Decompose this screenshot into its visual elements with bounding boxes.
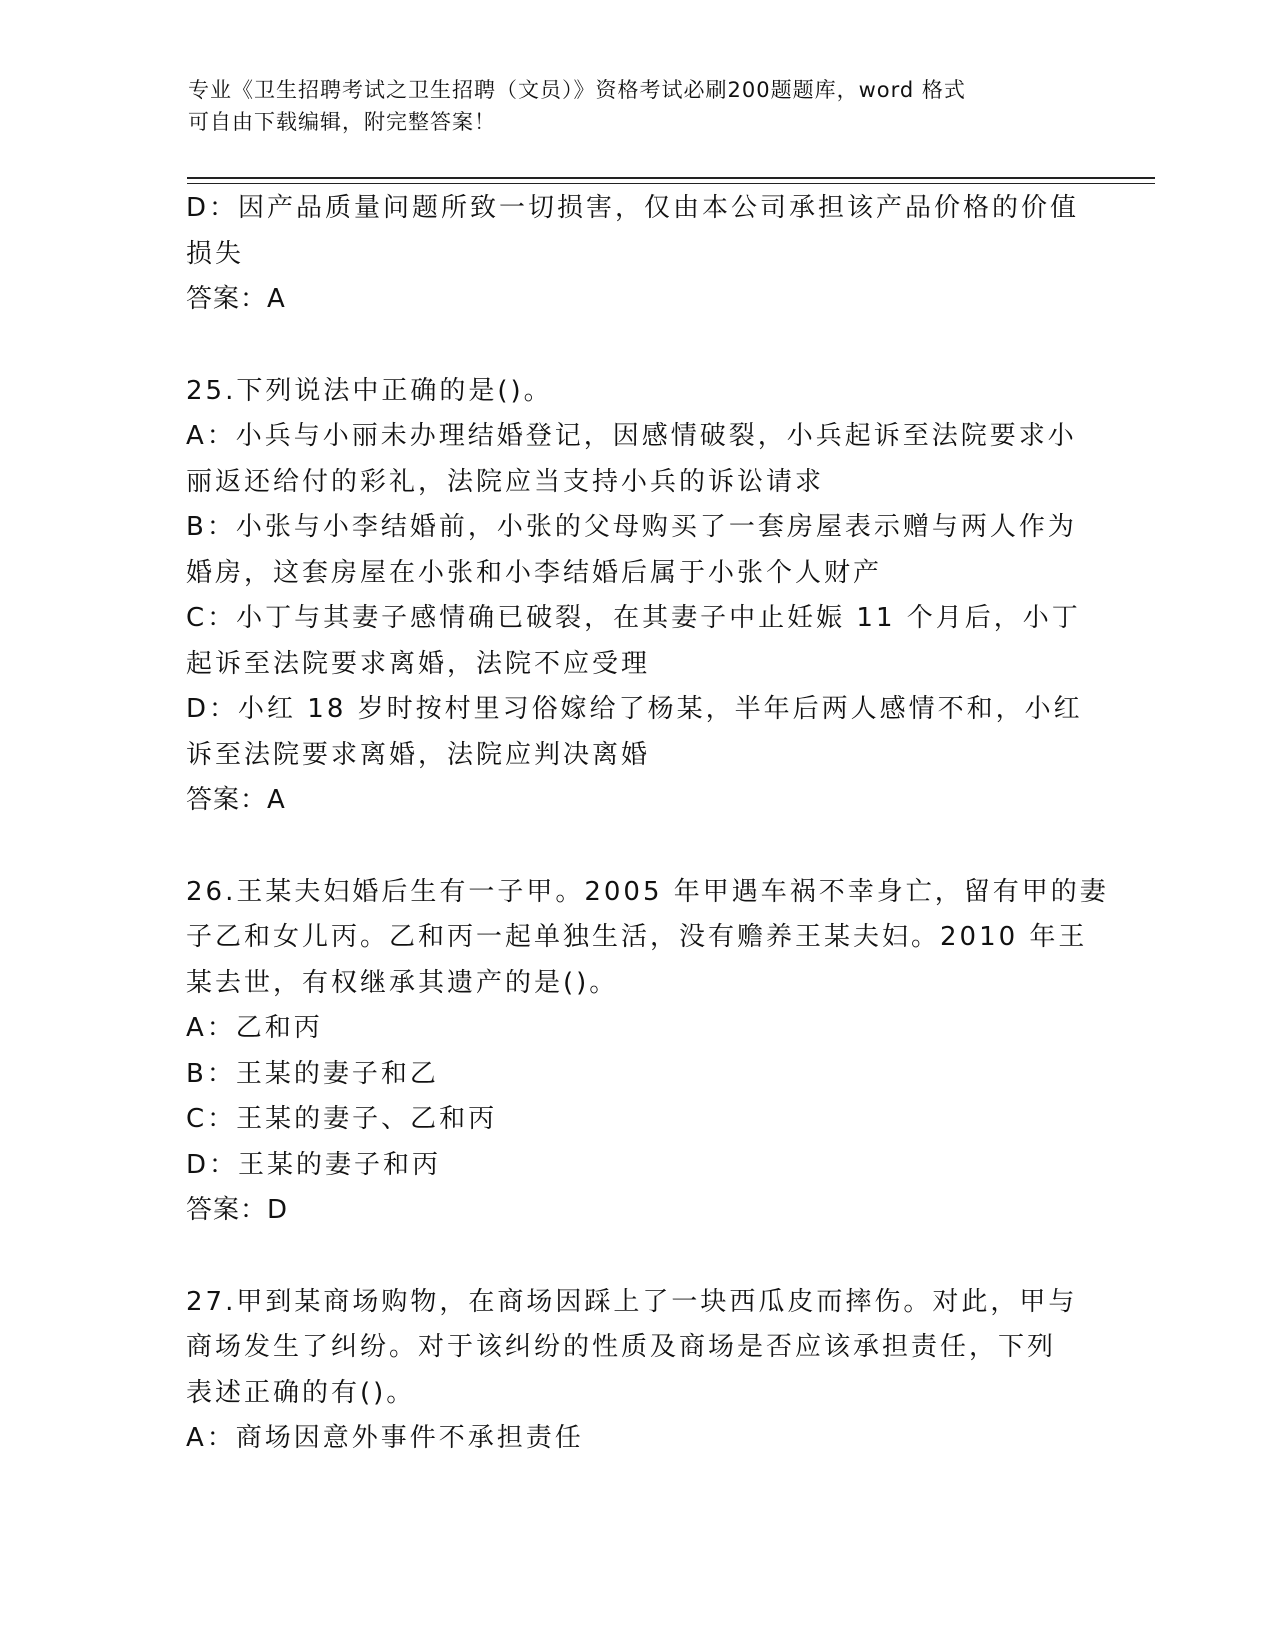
q27-option-a: A：商场因意外事件不承担责任 xyxy=(186,1423,584,1453)
header-divider-thin xyxy=(187,183,1155,184)
q26-stem-line3: 某去世，有权继承其遗产的是()。 xyxy=(186,967,619,998)
q25-option-a-line2: 丽返还给付的彩礼，法院应当支持小兵的诉讼请求 xyxy=(186,466,825,497)
header-divider-thick xyxy=(187,177,1155,179)
q25-stem: 25.下列说法中正确的是()。 xyxy=(186,375,553,406)
q27-stem-line1: 27.甲到某商场购物，在商场因踩上了一块西瓜皮而摔伤。对此，甲与 xyxy=(186,1286,1078,1317)
q24-option-d-line2: 损失 xyxy=(186,238,245,269)
question-24-tail xyxy=(186,186,1086,323)
q26-stem-line1: 26.王某夫妇婚后生有一子甲。2005 年甲遇车祸不幸身亡，留有甲的妻 xyxy=(186,876,1109,907)
question-content xyxy=(186,186,1109,1462)
page-header xyxy=(188,74,1068,138)
q26-answer: 答案：D xyxy=(186,1195,289,1225)
spacer xyxy=(186,323,1086,369)
q25-answer: 答案：A xyxy=(186,785,286,815)
question-27 xyxy=(186,1280,1086,1462)
header-title-line2: 可自由下载编辑，附完整答案！ xyxy=(188,110,496,134)
spacer xyxy=(186,1234,1086,1280)
q25-option-c-line1: C：小丁与其妻子感情确已破裂，在其妻子中止妊娠 11 个月后，小丁 xyxy=(186,603,1081,633)
q26-option-d: D：王某的妻子和丙 xyxy=(186,1149,442,1180)
q25-option-d-line1: D：小红 18 岁时按村里习俗嫁给了杨某，半年后两人感情不和，小红 xyxy=(186,694,1083,724)
spacer xyxy=(186,824,1086,870)
q25-option-b-line2: 婚房，这套房屋在小张和小李结婚后属于小张个人财产 xyxy=(186,557,883,588)
q27-stem-line2: 商场发生了纠纷。对于该纠纷的性质及商场是否应该承担责任，下列 xyxy=(186,1332,1057,1362)
q27-stem-line3: 表述正确的有()。 xyxy=(186,1377,416,1408)
q26-option-a: A：乙和丙 xyxy=(186,1013,323,1043)
header-title-line1: 专业《卫生招聘考试之卫生招聘（文员）》资格考试必刷200题题库，word 格式 xyxy=(188,78,966,102)
q25-option-b-line1: B：小张与小李结婚前，小张的父母购买了一套房屋表示赠与两人作为 xyxy=(186,512,1077,542)
q26-option-c: C：王某的妻子、乙和丙 xyxy=(186,1104,498,1134)
q24-option-d-line1: D：因产品质量问题所致一切损害，仅由本公司承担该产品价格的价值 xyxy=(186,193,1080,223)
q26-option-b: B：王某的妻子和乙 xyxy=(186,1058,439,1089)
question-26 xyxy=(186,870,1109,1234)
q24-answer: 答案：A xyxy=(186,284,286,314)
q25-option-d-line2: 诉至法院要求离婚，法院应判决离婚 xyxy=(186,739,651,770)
q25-option-c-line2: 起诉至法院要求离婚，法院不应受理 xyxy=(186,648,651,679)
q26-stem-line2: 子乙和女儿丙。乙和丙一起单独生活，没有赡养王某夫妇。2010 年王 xyxy=(186,922,1088,952)
q25-option-a-line1: A：小兵与小丽未办理结婚登记，因感情破裂，小兵起诉至法院要求小 xyxy=(186,421,1077,451)
question-25 xyxy=(186,369,1086,824)
